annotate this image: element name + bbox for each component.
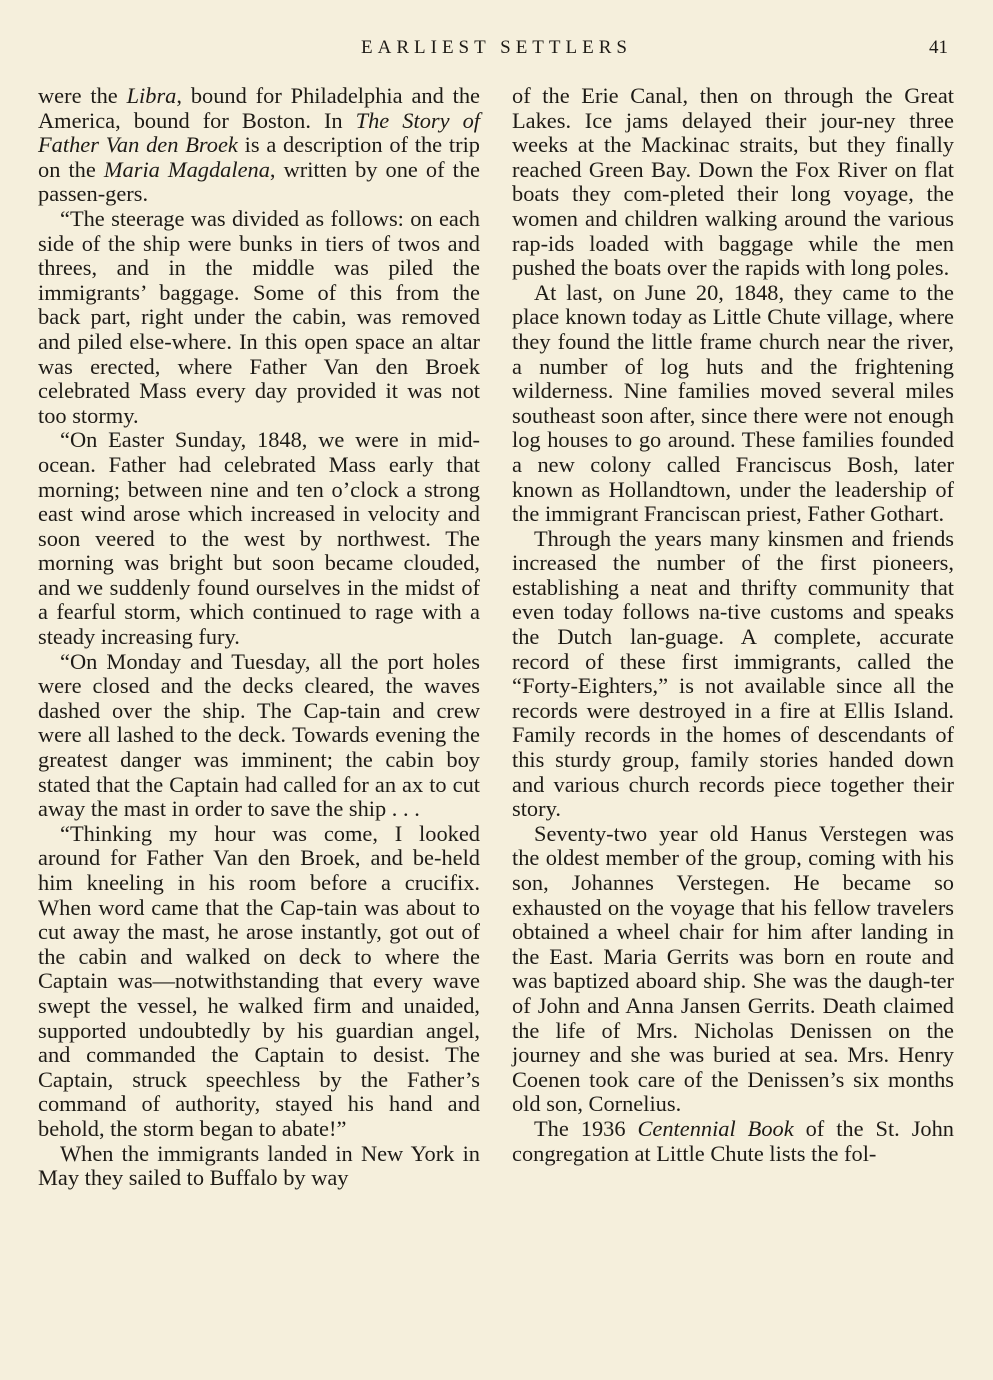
paragraph: “Thinking my hour was come, I looked around for Father Van den Broek, and be-held him kneeling in his room before a crucifix. When word came that the Cap-tain was about to cut away the mast, he arose instantly, got out of the cabin and walked on deck to where the Captain was—notwithstanding that every wave swept the vessel, he walked firm and unaided, supported undoubtedly by his guardian angel, and commanded the Captain to desist. The Captain, struck speechless by the Father’s command of authority, stayed his hand and behold, the storm began to abate!” [38, 820, 480, 1141]
running-head [0, 37, 993, 63]
paragraph: When the immigrants landed in New York in May they sailed to Buffalo by way [38, 1140, 480, 1191]
book-title: Centennial Book [637, 1115, 794, 1141]
text-run: of the St. John congregation at Little Chute lists the fol- [512, 1115, 954, 1166]
paragraph [512, 1117, 954, 1166]
book-title: The Story of Father Van den Broek [38, 107, 480, 158]
paragraph: “On Monday and Tuesday, all the port holes were closed and the decks cleared, the waves dashed over the ship. The Cap-tain and crew were all lashed to the deck. Towards evening the greatest danger was imminent; the cabin boy stated that the Captain had called for an ax to cut away the mast in order to save the ship . . . [38, 648, 480, 822]
paragraph: Seventy-two year old Hanus Verstegen was the oldest member of the group, coming with his son, Johannes Verstegen. He became so exhausted on the voyage that his fellow travelers obtained a wheel chair for him after landing in the East. Maria Gerrits was born en route and was baptized aboard ship. She was the daugh-ter of John and Anna Jansen Gerrits. Death claimed the life of Mrs. Nicholas Denissen on the journey and she was buried at sea. Mrs. Henry Coenen took care of the Denissen’s six months old son, Cornelius. [512, 820, 954, 1117]
paragraph: “On Easter Sunday, 1848, we were in mid-ocean. Father had celebrated Mass early that morning; between nine and ten o’clock a strong east wind arose which increased in velocity and soon veered to the west by northwest. The morning was bright but soon became clouded, and we suddenly found ourselves in the midst of a fearful storm, which continued to rage with a steady increasing fury. [38, 427, 480, 650]
paragraph: At last, on June 20, 1848, they came to the place known today as Little Chute village, where they found the little frame church near the river, a number of log huts and the frightening wilderness. Nine families moved several miles southeast soon after, since there were not enough log houses to go around. These families founded a new colony called Franciscus Bosh, later known as Hollandtown, under the leadership of the immigrant Franciscan priest, Father Gothart. [512, 279, 954, 527]
running-title: EARLIEST SETTLERS [361, 37, 632, 58]
text-run: The 1936 [534, 1115, 638, 1141]
page-number: 41 [929, 37, 948, 58]
paragraph [38, 84, 480, 207]
paragraph: Through the years many kinsmen and friends increased the number of the first pioneers, establishing a neat and thrifty community that even today follows na-tive customs and speaks the Dutch lan-guage. A complete, accurate record of these first immigrants, called the “Forty-Eighters,” is not available since all the records were destroyed in a fire at Ellis Island. Family records in the homes of descendants of this sturdy group, family stories handed down and various church records piece together their story. [512, 525, 954, 822]
text-run: , written by one of the passen-gers. [38, 156, 480, 207]
left-column [38, 84, 480, 1191]
text-run: , bound for Philadelphia and the America, bound for Boston. In [38, 83, 480, 133]
paragraph: of the Erie Canal, then on through the Great Lakes. Ice jams delayed their jour-ney three weeks at the Mackinac straits, but they finally reached Green Bay. Down the Fox River on flat boats they com-pleted their long voyage, the women and children walking around the various rap-ids loaded with baggage while the men pushed the boats over the rapids with long poles. [512, 83, 954, 281]
ship-name: Libra [126, 83, 177, 108]
paragraph: “The steerage was divided as follows: on each side of the ship were bunks in tiers of twos and threes, and in the middle was piled the immigrants’ baggage. Some of this from the back part, right under the cabin, was removed and piled else-where. In this open space an altar was erected, where Father Van den Broek celebrated Mass every day provided it was not too stormy. [38, 205, 480, 428]
text-run: were the [38, 83, 127, 108]
ship-name: Maria Magdalena [103, 156, 270, 182]
right-column [512, 84, 954, 1166]
text-run: is a description of the trip on the [38, 132, 480, 182]
